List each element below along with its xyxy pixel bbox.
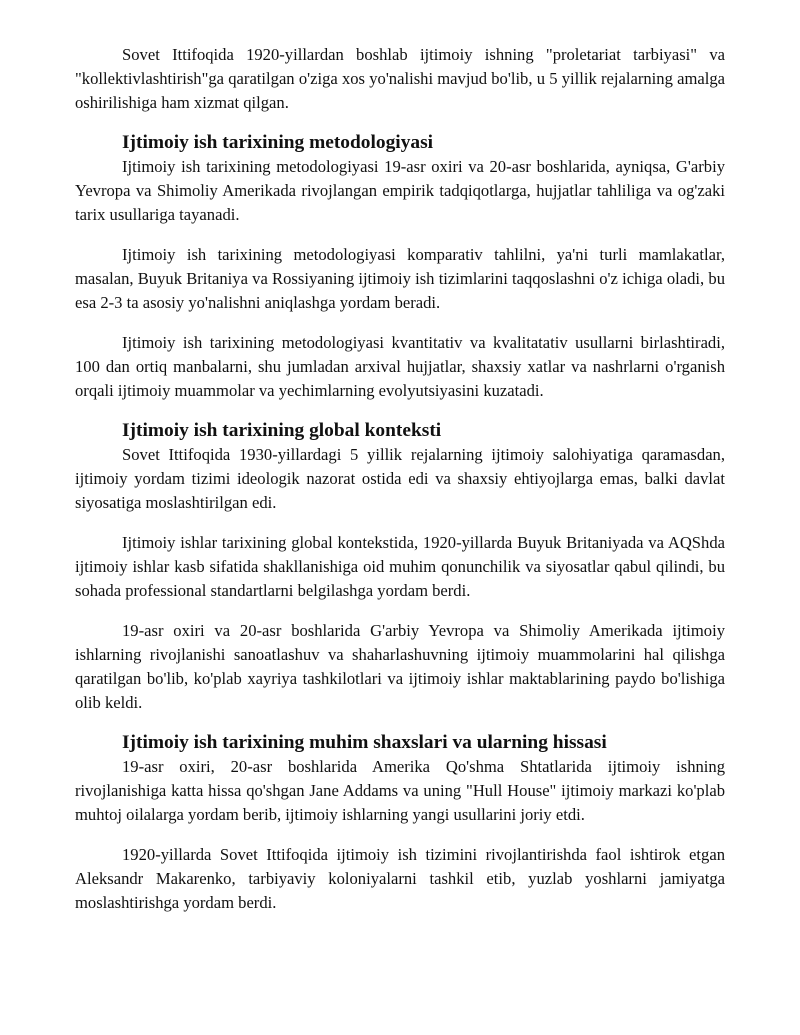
- section-heading-global-context: Ijtimoiy ish tarixining global konteksti: [122, 420, 442, 441]
- section-heading-methodology: Ijtimoiy ish tarixining metodologiyasi: [122, 132, 434, 153]
- intro-paragraph: Sovet Ittifoqida 1920-yillardan boshlab ijtimoiy ishning "proletariat tarbiyasi" va "kollektivlashtirish"ga qaratilgan o'ziga xos yo'nalishi mavjud bo'lib, u 5 yillik rejalarning amalga oshirilishiga ham xizmat qilgan.: [75, 45, 725, 112]
- key-figures-paragraph-1: 19-asr oxiri, 20-asr boshlarida Amerika Qo'shma Shtatlarida ijtimoiy ishning rivojlanishiga katta hissa qo'shgan Jane Addams va uning "Hull House" ijtimoiy markazi ko'plab muhtoj oilalarga yordam berib, ijtimoiy ishlarning yangi usullarini joriy etdi.: [75, 757, 725, 824]
- global-context-paragraph-2: Ijtimoiy ishlar tarixining global kontekstida, 1920-yillarda Buyuk Britaniyada va AQShda ijtimoiy ishlar kasb sifatida shakllanishiga oid muhim qonunchilik va siyosatlar qabul qilindi, bu sohada professional standartlarni belgilashga yordam berdi.: [75, 533, 725, 600]
- key-figures-paragraph-2: 1920-yillarda Sovet Ittifoqida ijtimoiy ish tizimini rivojlantirishda faol ishtirok etgan Aleksandr Makarenko, tarbiyaviy koloniyalarni tashkil etib, yuzlab yoshlarni jamiyatga moslashtirishga yordam berdi.: [75, 845, 725, 912]
- global-context-paragraph-3: 19-asr oxiri va 20-asr boshlarida G'arbiy Yevropa va Shimoliy Amerikada ijtimoiy ishlarning rivojlanishi sanoatlashuv va shaharlashuvning ijtimoiy muammolarini hal qilishga qaratilgan bo'lib, ko'plab xayriya tashkilotlari va ijtimoiy ishlar maktablarining paydo bo'lishiga olib keldi.: [75, 621, 725, 712]
- methodology-paragraph-3: Ijtimoiy ish tarixining metodologiyasi kvantitativ va kvalitatativ usullarni birlashtiradi, 100 dan ortiq manbalarni, shu jumladan arxival hujjatlar, shaxsiy xatlar va nashrlarni o'rganish orqali ijtimoiy muammolar va yechimlarning evolyutsiyasini kuzatadi.: [75, 333, 725, 400]
- global-context-paragraph-1: Sovet Ittifoqida 1930-yillardagi 5 yillik rejalarning ijtimoiy salohiyatiga qaramasdan, ijtimoiy yordam tizimi ideologik nazorat ostida edi va shaxsiy ehtiyojlarga emas, balki davlat siyosatiga moslashtirilgan edi.: [75, 445, 725, 512]
- methodology-paragraph-2: Ijtimoiy ish tarixining metodologiyasi komparativ tahlilni, ya'ni turli mamlakatlar, masalan, Buyuk Britaniya va Rossiyaning ijtimoiy ish tizimlarini taqqoslashni o'z ichiga oladi, bu esa 2-3 ta asosiy yo'nalishni aniqlashga yordam beradi.: [75, 245, 725, 312]
- section-heading-key-figures: Ijtimoiy ish tarixining muhim shaxslari va ularning hissasi: [122, 732, 607, 753]
- methodology-paragraph-1: Ijtimoiy ish tarixining metodologiyasi 19-asr oxiri va 20-asr boshlarida, ayniqsa, G'arbiy Yevropa va Shimoliy Amerikada rivojlangan empirik tadqiqotlarga, hujjatlar tahliliga va og'zaki tarix usullariga tayanadi.: [75, 157, 725, 224]
